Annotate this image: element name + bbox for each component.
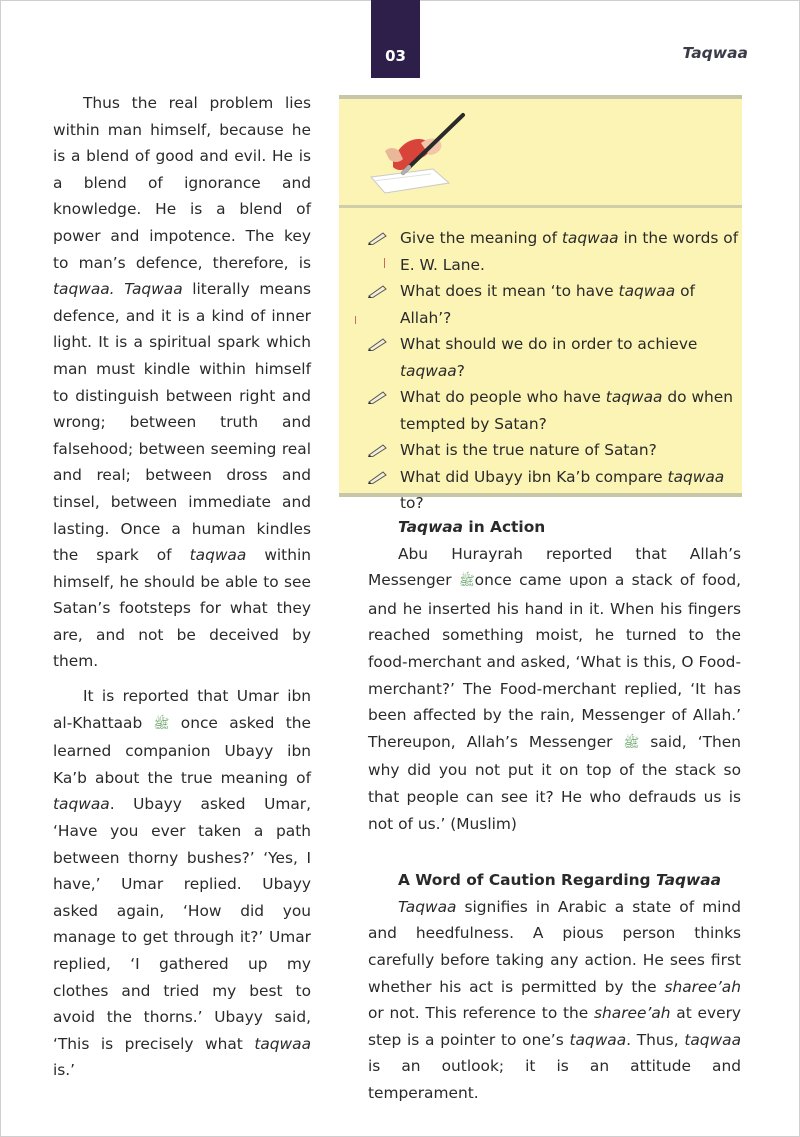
- stray-mark: [384, 258, 385, 268]
- question-item: [365, 384, 743, 437]
- pencil-bullet-icon: [367, 284, 387, 298]
- section-paragraph-caution: Taqwaa signifies in Arabic a state of mind and heedfulness. A pious person thinks carefully before taking any action. He sees first whether his act is permitted by the sharee’ah or not. This reference to the sharee’ah at every step is a pointer to one’s taqwaa. Thus, taqwaa is an outlook; it is an attitude and temperament.: [368, 897, 742, 1102]
- pencil-bullet-icon: [367, 443, 387, 457]
- question-text: What is the true nature of Satan?: [400, 441, 657, 459]
- right-column: [368, 514, 741, 1106]
- hand-writing-icon: [363, 107, 473, 203]
- question-item: [365, 278, 743, 331]
- paragraph-1: Thus the real problem lies within man himself, because he is a blend of good and evil. He is a blend of ignorance and knowledge. He is a blend of power and impotence. The key to man’s defence, therefore, is taqwaa. Taqwaa literally means defence, and it is a kind of inner light. It is a spiritual spark which man must kindle within himself to distinguish between right and wrong; between truth and falsehood; between seeming real and real; between dross and tinsel, between immediate and lasting. Once a human kindles the spark of taqwaa within himself, he should be able to see Satan’s footsteps for what they are, and not be deceived by them.: [53, 94, 311, 671]
- blessing-glyph-icon: ﷺ: [623, 735, 640, 751]
- question-item: [365, 437, 743, 464]
- question-item: [365, 464, 743, 517]
- section-heading-taqwaa-in-action: Taqwaa in Action: [398, 518, 546, 536]
- questions-list: [365, 225, 743, 517]
- question-text: What did Ubayy ibn Ka’b compare taqwaa to?: [400, 467, 725, 512]
- stray-mark: [355, 316, 356, 324]
- left-column: [53, 90, 311, 1084]
- question-text: What should we do in order to achieve taqwaa?: [400, 335, 698, 380]
- question-text: What do people who have taqwaa do when tempted by Satan?: [400, 388, 734, 433]
- pencil-bullet-icon: [367, 470, 387, 484]
- pencil-bullet-icon: [367, 390, 387, 404]
- review-questions-box: [339, 95, 742, 512]
- box-divider: [339, 205, 742, 208]
- page-number: 03: [385, 47, 406, 65]
- pencil-bullet-icon: [367, 337, 387, 351]
- section-heading-word-of-caution: A Word of Caution Regarding Taqwaa: [398, 871, 722, 890]
- question-item: [365, 225, 743, 278]
- question-text: Give the meaning of taqwaa in the words of E. W. Lane.: [400, 229, 739, 274]
- pencil-bullet-icon: [367, 231, 387, 245]
- running-header-title: Taqwaa: [682, 44, 748, 62]
- question-text: What does it mean ‘to have taqwaa of Allah’?: [400, 282, 695, 327]
- page-number-tab: [371, 0, 420, 78]
- honorific-glyph-icon: ﷺ: [153, 716, 170, 732]
- section-paragraph-hadith: Abu Hurayrah reported that Allah’s Messenger ﷺonce came upon a stack of food, and he inserted his hand in it. When his fingers reached something moist, he turned to the food-merchant and asked, ‘What is this, O Food-merchant?’ The Food-merchant replied, ‘It has been affected by the rain, Messenger of Allah.’ Thereupon, Allah’s Messenger ﷺ said, ‘Then why did you not put it on top of the stack so that people can see it? He who defrauds us is not of us.’ (Muslim): [368, 544, 741, 833]
- question-item: [365, 331, 743, 384]
- paragraph-2: It is reported that Umar ibn al-Khattaab ﷺ once asked the learned companion Ubayy ibn Ka’b about the true meaning of taqwaa. Ubayy asked Umar, ‘Have you ever taken a path between thorny bushes?’ ‘Yes, I have,’ Umar replied. Ubayy asked again, ‘How did you manage to get through it?’ Umar replied, ‘I gathered up my clothes and tried my best to avoid the thorns.’ Ubayy said, ‘This is precisely what taqwaa is.’: [53, 687, 311, 1080]
- blessing-glyph-icon: ﷺ: [458, 574, 475, 590]
